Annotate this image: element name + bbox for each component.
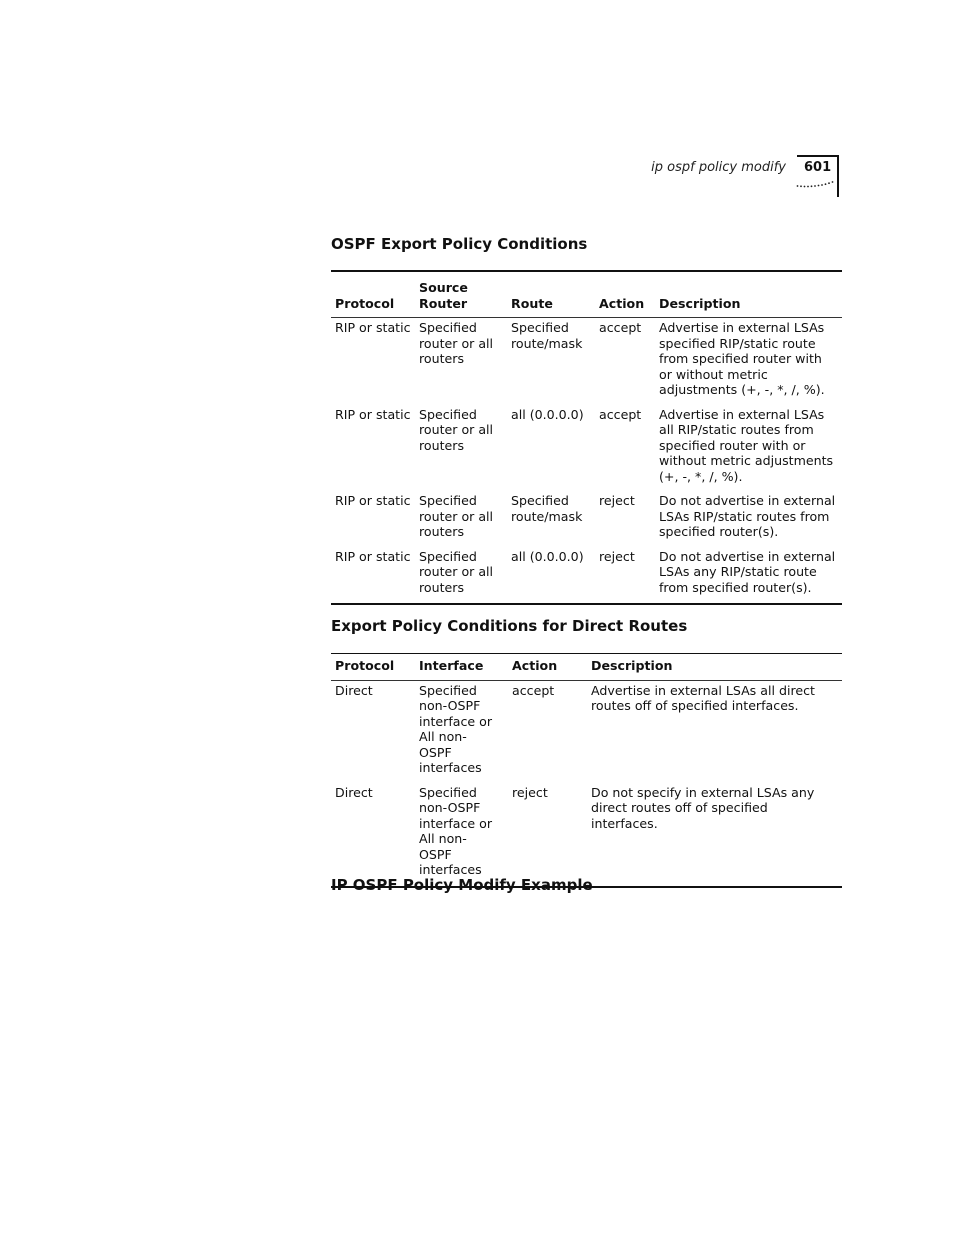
cell-interface: Specified non-OSPF interface or All non-OSPF interfaces [419,682,493,775]
cell-route: Specified route/mask [511,320,583,351]
cell-route: all (0.0.0.0) [511,406,584,422]
cell-protocol: Direct [335,682,373,698]
cell-source-router: Specified router or all routers [419,548,494,595]
cell-source-router: Specified router or all routers [419,406,494,453]
section-title-ospf-export: OSPF Export Policy Conditions [331,235,588,253]
corner-rule-vertical [837,155,839,197]
column-header-description: Description [655,271,842,318]
corner-rule-top [797,155,838,157]
table-row [331,680,842,784]
cell-description: Advertise in external LSAs all direct routes off of specified interfaces. [591,682,815,713]
table-row [331,784,842,887]
table-header-row [331,271,842,318]
table-row [331,318,842,406]
cell-protocol: RIP or static [335,493,411,508]
column-header-route: Route [507,271,595,318]
ospf-export-policy-table [331,270,842,605]
running-title: ip ospf policy modify [651,160,786,175]
cell-action: accept [512,682,555,698]
cell-description: Advertise in external LSAs specified RIP/static route from specified router with or without metric adjustments (+, -, *, /, %). [659,320,825,397]
cell-route: all (0.0.0.0) [511,548,584,564]
cell-action: reject [599,493,635,508]
column-header-protocol: Protocol [331,271,415,318]
corner-dots-ornament [796,180,836,190]
cell-protocol: Direct [335,784,373,800]
cell-route: Specified route/mask [511,493,583,524]
cell-protocol: RIP or static [335,548,411,564]
cell-source-router: Specified router or all routers [419,493,494,539]
section-title-direct-routes: Export Policy Conditions for Direct Routes [331,617,688,635]
direct-routes-policy-table [331,653,842,888]
cell-description: Do not specify in external LSAs any direct routes off of specified interfaces. [591,784,815,831]
column-header-protocol: Protocol [331,654,415,681]
column-header-interface: Interface [415,654,508,681]
section-title-modify-example: IP OSPF Policy Modify Example [331,876,593,894]
cell-protocol: RIP or static [335,406,411,422]
cell-action: reject [512,784,548,800]
cell-action: accept [599,320,642,335]
table-row [331,548,842,605]
column-header-action: Action [595,271,655,318]
cell-description: Do not advertise in external LSAs RIP/static routes from specified router(s). [659,493,836,539]
column-header-action: Action [508,654,587,681]
table-header-row [331,654,842,681]
cell-action: accept [599,406,642,422]
cell-description: Advertise in external LSAs all RIP/static routes from specified router with or without metric adjustments (+, -, *, /, %). [659,406,834,484]
cell-interface: Specified non-OSPF interface or All non-OSPF interfaces [419,784,493,877]
table-row [331,492,842,548]
page-number: 601 [804,160,832,175]
column-header-source-router: Source Router [415,271,507,318]
column-header-description: Description [587,654,842,681]
cell-source-router: Specified router or all routers [419,320,494,366]
table-row [331,406,842,493]
cell-protocol: RIP or static [335,320,411,335]
cell-description: Do not advertise in external LSAs any RIP/static route from specified router(s). [659,548,836,595]
cell-action: reject [599,548,635,564]
